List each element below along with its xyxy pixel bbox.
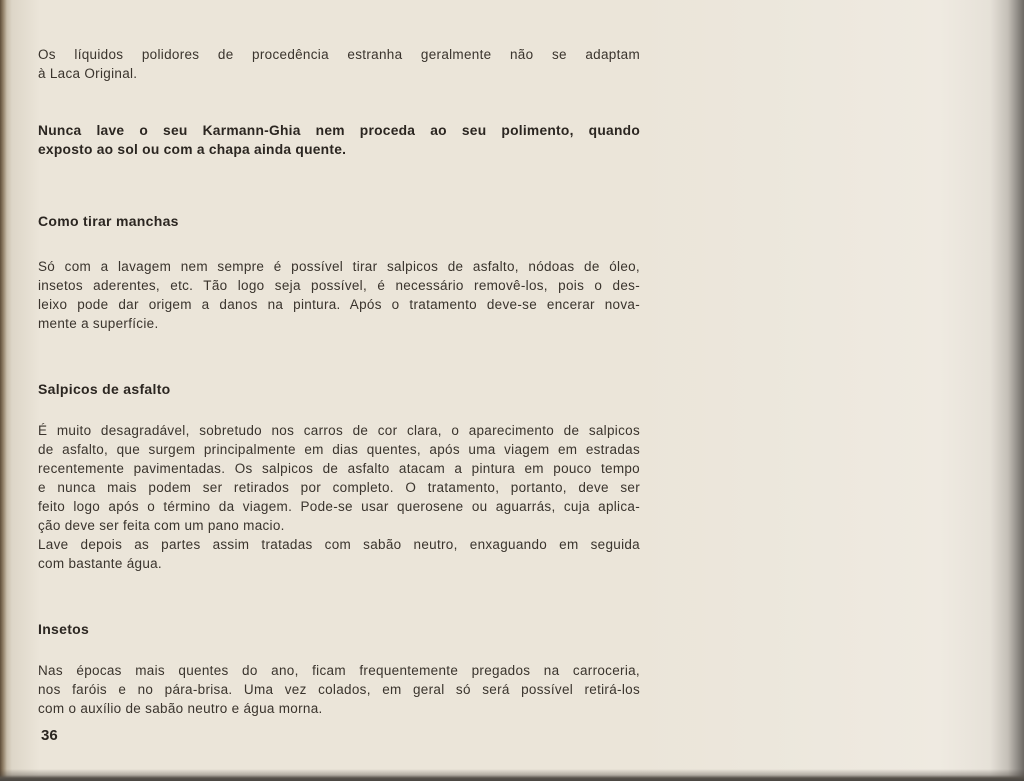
section-heading: Salpicos de asfalto — [38, 381, 171, 397]
warning-line: exposto ao sol ou com a chapa ainda quente. — [38, 142, 347, 157]
paragraph-line: recentemente pavimentadas. Os salpicos de asfalto atacam a pintura em pouco tempo — [38, 461, 640, 476]
paragraph-line: Os líquidos polidores de procedência estranha geralmente não se adaptam — [38, 47, 640, 62]
paragraph-line: ção deve ser feita com um pano macio. — [38, 518, 285, 533]
paragraph-line: e nunca mais podem ser retirados por completo. O tratamento, portanto, deve ser — [38, 480, 640, 495]
section-paragraph — [38, 421, 640, 573]
paragraph-line: Lave depois as partes assim tratadas com sabão neutro, enxaguando em seguida — [38, 537, 640, 552]
paragraph-line: com o auxílio de sabão neutro e água morna. — [38, 701, 323, 716]
section-heading: Como tirar manchas — [38, 213, 179, 229]
warning-line: Nunca lave o seu Karmann-Ghia nem proceda ao seu polimento, quando — [38, 123, 640, 138]
page-number: 36 — [41, 727, 58, 744]
paragraph-line: de asfalto, que surgem principalmente em dias quentes, após uma viagem em estradas — [38, 442, 640, 457]
paragraph-line: à Laca Original. — [38, 66, 138, 81]
paragraph-line: Só com a lavagem nem sempre é possível tirar salpicos de asfalto, nódoas de óleo, — [38, 259, 640, 274]
intro-paragraph — [38, 45, 640, 83]
section-paragraph — [38, 257, 640, 333]
paragraph-line: mente a superfície. — [38, 316, 159, 331]
paragraph-line: É muito desagradável, sobretudo nos carros de cor clara, o aparecimento de salpicos — [38, 423, 640, 438]
paragraph-line: feito logo após o término da viagem. Pode-se usar querosene ou aguarrás, cuja aplica- — [38, 499, 640, 514]
section-heading: Insetos — [38, 621, 90, 637]
warning-paragraph — [38, 121, 640, 159]
section-paragraph — [38, 661, 640, 718]
paragraph-line: nos faróis e no pára-brisa. Uma vez colados, em geral só será possível retirá-los — [38, 682, 640, 697]
paragraph-line: com bastante água. — [38, 556, 162, 571]
paragraph-line: leixo pode dar origem a danos na pintura. Após o tratamento deve-se encerar nova- — [38, 297, 640, 312]
paragraph-line: Nas épocas mais quentes do ano, ficam frequentemente pregados na carroceria, — [38, 663, 640, 678]
paragraph-line: insetos aderentes, etc. Tão logo seja possível, é necessário removê-los, pois o des- — [38, 278, 640, 293]
page-bottom-edge — [0, 769, 1024, 781]
